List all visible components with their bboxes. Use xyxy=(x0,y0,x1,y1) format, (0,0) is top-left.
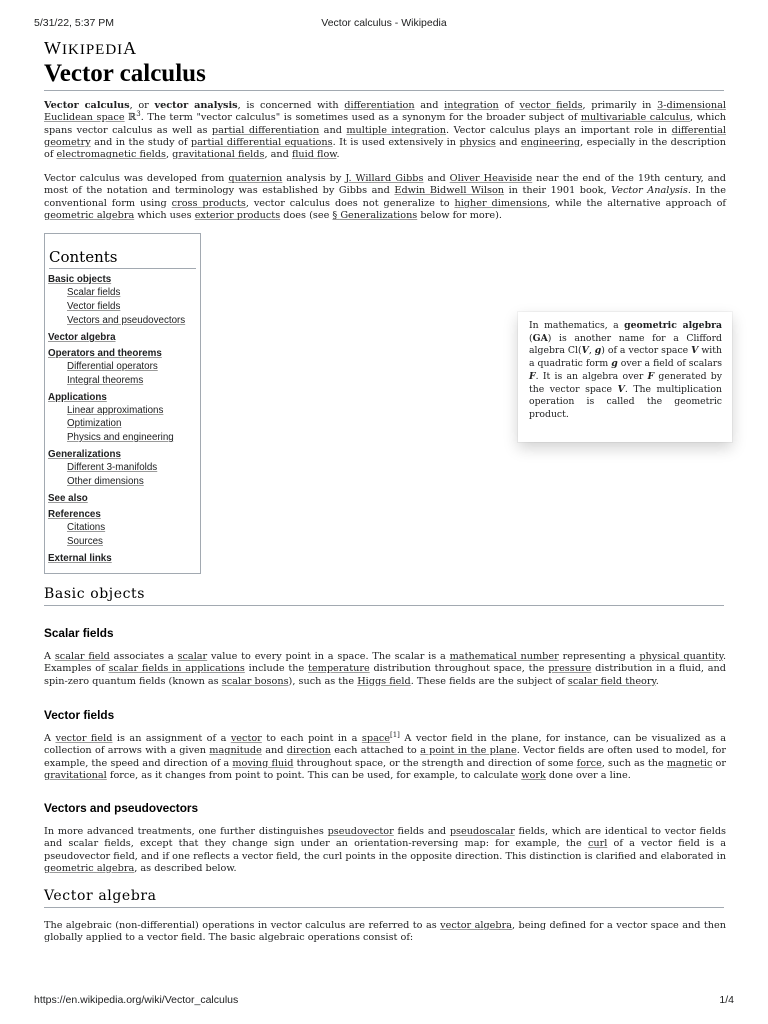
subsection-heading-vector-fields: Vector fields xyxy=(44,708,115,722)
toc-item-see-also[interactable]: See also xyxy=(48,493,88,504)
link[interactable]: Euclidean space xyxy=(44,112,125,124)
link[interactable]: geometric algebra xyxy=(44,862,135,874)
link[interactable]: geometric algebra xyxy=(44,209,135,221)
toc-item-physics-and-engineering[interactable]: Physics and engineering xyxy=(67,432,174,443)
popup-extract: In mathematics, a geometric algebra (GA) is another name for a Clifford algebra Cl(V, g) of a vector space V with a quadratic form g over a field of scalars F. It is an algebra over F generated by the vector space V. The multiplication operation is called the geometric product. xyxy=(529,320,723,420)
link[interactable]: multiple integration xyxy=(346,124,447,136)
vector-algebra-paragraph: The algebraic (non-differential) operations in vector calculus are referred to as vector algebra, being defined for a vector space and then globally applied to a vector field. The basic algebraic operations consist of: xyxy=(44,920,727,944)
link[interactable]: scalar fields in applications xyxy=(108,663,245,675)
print-url: https://en.wikipedia.org/wiki/Vector_calculus xyxy=(34,994,239,1006)
link[interactable]: mathematical number xyxy=(449,651,559,662)
link[interactable]: engineering xyxy=(520,136,581,148)
link[interactable]: pseudoscalar xyxy=(449,826,515,837)
link[interactable]: exterior products xyxy=(194,209,281,221)
link[interactable]: differentiation xyxy=(344,100,415,111)
link[interactable]: moving fluid xyxy=(232,757,294,769)
link-preview-popup[interactable] xyxy=(518,312,732,442)
vector-fields-paragraph: A vector field is an assignment of a vector to each point in a space[1] A vector field in the plane, for instance, can be visualized as a collection of arrows with a given magnitude and direction each attached to a point in the plane. Vector fields are often used to model, for example, the speed and direction of a moving fluid throughout space, or the strength and direction of some force, such as the magnetic or gravitational force, as it changes from point to point. This can be used, for example, to calculate work done over a line. xyxy=(44,730,727,781)
link[interactable]: physics xyxy=(459,136,496,148)
link[interactable]: magnitude xyxy=(209,745,262,757)
link[interactable]: work xyxy=(521,769,546,781)
intro-paragraph-1: Vector calculus, or vector analysis, is concerned with differentiation and integration of vector fields, primarily in 3-dimensional Euclidean space ℝ$^3$. The term "vector calculus" is sometimes used as a synonym for the broader subject of multivariable calculus, which spans vector calculus as well as partial differentiation and multiple integration. Vector calculus plays an important role in differential geometry and in the study of partial differential equations. It is used extensively in physics and engineering, especially in the description of electromagnetic fields, gravitational fields, and fluid flow. xyxy=(44,100,727,161)
toc-item-applications[interactable]: Applications xyxy=(48,392,107,403)
link[interactable]: differential geometry xyxy=(44,124,727,148)
link[interactable]: quaternion xyxy=(228,173,283,184)
vectors-pseudovectors-paragraph: In more advanced treatments, one further distinguishes pseudovector fields and pseudoscalar fields, which are identical to vector fields and scalar fields, except that they change sign under an orientation-reversing map: for example, the curl of a vector field is a pseudovector field, and if one reflects a vector field, the curl points in the opposite direction. This distinction is clarified and elaborated in geometric algebra, as described below. xyxy=(44,826,727,874)
link[interactable]: integration xyxy=(444,100,499,111)
toc-item-generalizations[interactable]: Generalizations xyxy=(48,449,121,460)
toc-item-vector-algebra[interactable]: Vector algebra xyxy=(48,332,116,343)
wikipedia-logo[interactable]: WIKIPEDIA xyxy=(44,38,138,58)
link[interactable]: § Generalizations xyxy=(332,209,418,221)
link[interactable]: cross products xyxy=(171,197,246,209)
toc-item-citations[interactable]: Citations xyxy=(67,522,106,533)
toc-item-vectors-and-pseudovectors[interactable]: Vectors and pseudovectors xyxy=(67,315,186,326)
toc-item-basic-objects[interactable]: Basic objects xyxy=(48,274,112,285)
link[interactable]: partial differentiation xyxy=(211,124,320,136)
toc-item-optimization[interactable]: Optimization xyxy=(67,418,122,429)
citation-link[interactable]: [1] xyxy=(390,730,400,739)
section-heading-basic-objects: Basic objects xyxy=(44,586,724,606)
link[interactable]: vector fields xyxy=(519,100,583,111)
link[interactable]: fluid flow xyxy=(291,149,337,161)
toc-item-references[interactable]: References xyxy=(48,509,101,520)
link[interactable]: scalar field xyxy=(54,651,110,662)
toc-item-integral-theorems[interactable]: Integral theorems xyxy=(67,375,144,386)
link[interactable]: scalar xyxy=(177,651,208,662)
link[interactable]: space xyxy=(361,733,390,744)
print-header xyxy=(34,17,734,31)
link[interactable]: Edwin Bidwell Wilson xyxy=(394,185,505,197)
subsection-heading-vectors-and-pseudovectors: Vectors and pseudovectors xyxy=(44,801,199,815)
intro-paragraph-2: Vector calculus was developed from quaternion analysis by J. Willard Gibbs and Oliver Heaviside near the end of the 19th century, and most of the notation and terminology was established by Gibbs and Edwin Bidwell Wilson in their 1901 book, Vector Analysis. In the conventional form using cross products, vector calculus does not generalize to higher dimensions, while the alternative approach of geometric algebra which uses exterior products does (see § Generalizations below for more). xyxy=(44,173,727,221)
link[interactable]: J. Willard Gibbs xyxy=(345,173,424,184)
link[interactable]: vector algebra xyxy=(440,920,513,931)
link[interactable]: Higgs field xyxy=(357,675,411,687)
link[interactable]: gravitational xyxy=(44,769,107,781)
link[interactable]: vector field xyxy=(55,733,113,744)
link[interactable]: scalar field theory xyxy=(567,675,656,687)
link[interactable]: pseudovector xyxy=(327,826,394,837)
link[interactable]: Oliver Heaviside xyxy=(449,173,533,184)
link[interactable]: direction xyxy=(286,745,331,757)
link[interactable]: force xyxy=(576,757,602,769)
toc-item-operators-and-theorems[interactable]: Operators and theorems xyxy=(48,348,162,359)
toc-item-sources[interactable]: Sources xyxy=(67,536,103,547)
link[interactable]: temperature xyxy=(308,663,370,675)
link[interactable]: multivariable calculus xyxy=(580,112,691,124)
print-footer xyxy=(34,994,734,1008)
print-page-number: 1/4 xyxy=(719,994,734,1006)
link[interactable]: pressure xyxy=(548,663,592,675)
table-of-contents xyxy=(44,233,201,574)
page-title: Vector calculus xyxy=(44,60,724,91)
link[interactable]: higher dimensions xyxy=(454,197,548,209)
link[interactable]: a point in the plane xyxy=(420,745,517,757)
link[interactable]: gravitational fields xyxy=(172,149,265,161)
toc-title: Contents xyxy=(49,248,196,269)
print-datetime: 5/31/22, 5:37 PM xyxy=(34,17,114,29)
toc-item-other-dimensions[interactable]: Other dimensions xyxy=(67,476,144,487)
link[interactable]: vector xyxy=(230,733,262,744)
link[interactable]: partial differential equations xyxy=(190,136,333,148)
toc-item-differential-operators[interactable]: Differential operators xyxy=(67,361,158,372)
link[interactable]: physical quantity xyxy=(639,651,723,662)
scalar-fields-paragraph: A scalar field associates a scalar value to every point in a space. The scalar is a mathematical number representing a physical quantity. Examples of scalar fields in applications include the temperature distribution throughout space, the pressure distribution in a fluid, and spin-zero quantum fields (known as scalar bosons), such as the Higgs field. These fields are the subject of scalar field theory. xyxy=(44,651,727,687)
link[interactable]: magnetic xyxy=(666,757,713,769)
subsection-heading-scalar-fields: Scalar fields xyxy=(44,626,114,640)
toc-item-external-links[interactable]: External links xyxy=(48,553,112,564)
print-page-title: Vector calculus - Wikipedia xyxy=(321,17,447,29)
toc-item-vector-fields[interactable]: Vector fields xyxy=(67,301,121,312)
toc-item-different-3-manifolds[interactable]: Different 3-manifolds xyxy=(67,462,158,473)
toc-item-linear-approximations[interactable]: Linear approximations xyxy=(67,405,164,416)
section-heading-vector-algebra: Vector algebra xyxy=(44,888,724,908)
toc-item-scalar-fields[interactable]: Scalar fields xyxy=(67,287,121,298)
link[interactable]: scalar bosons xyxy=(221,675,289,687)
link[interactable]: 3-dimensional xyxy=(657,100,726,111)
link[interactable]: electromagnetic fields xyxy=(56,149,166,161)
link[interactable]: curl xyxy=(587,838,608,850)
